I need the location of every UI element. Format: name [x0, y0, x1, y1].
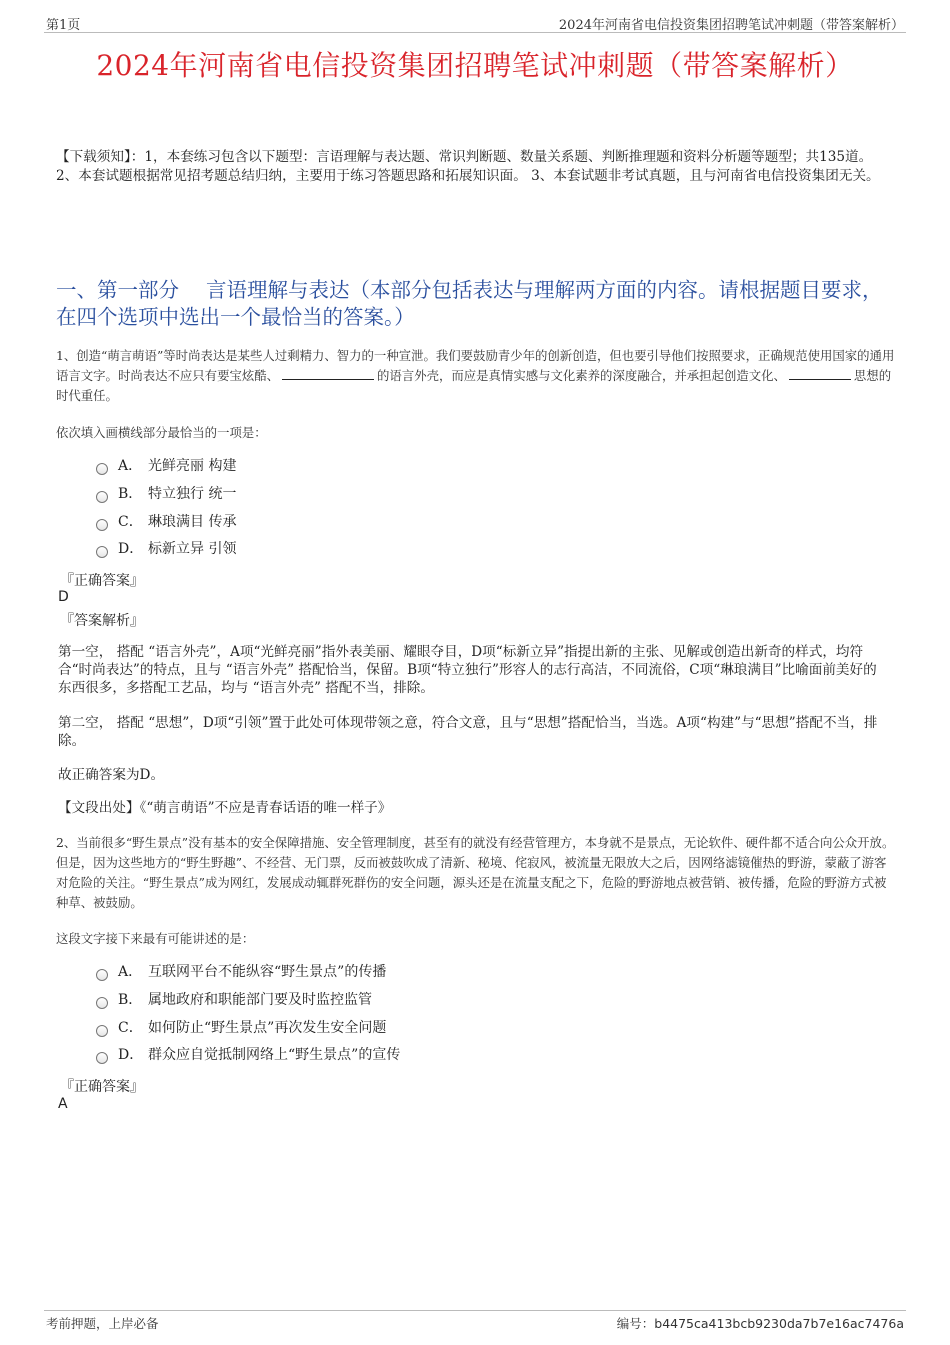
q2-option-d[interactable] [96, 1045, 400, 1065]
question-1-text-b: 的语言外壳，而应是真情实感与文化素养的深度融合，并承担起创造文化、 [377, 368, 786, 383]
q1-analysis-para-2: 第二空， 搭配 “思想”，D项“引领”置于此处可体现带领之意，符合文意，且与“思想”搭配恰当，当选。A项“构建”与“思想”搭配不当，排除。 [58, 715, 878, 749]
q2-option-b[interactable] [96, 990, 372, 1010]
option-text: 光鲜亮丽 构建 [148, 458, 237, 474]
question-1-text [56, 346, 896, 406]
option-letter: D． [118, 541, 144, 557]
q1-option-b[interactable] [96, 484, 236, 504]
section-heading: 一、第一部分 言语理解与表达（本部分包括表达与理解两方面的内容。请根据题目要求，在四个选项中选出一个最恰当的答案。） [56, 278, 883, 329]
question-1-text-c: 思想的时代重任。 [56, 368, 892, 403]
download-notice: 【下载须知】：1，本套练习包含以下题型：言语理解与表达题、常识判断题、数量关系题、判断推理题和资料分析题等题型；共135道。 2、本套试题根据常见招考题总结归纳，主要用于练习答题思路和拓展知识面。 3、本套试题非考试真题，且与河南省电信投资集团无关。 [56, 149, 880, 184]
option-text: 标新立异 引领 [148, 541, 237, 557]
page-number: 第1页 [46, 18, 81, 33]
q1-source: 【文段出处】《“萌言萌语”不应是青春话语的唯一样子》 [58, 800, 392, 816]
option-letter: C． [118, 1020, 143, 1036]
q1-answer: D [58, 589, 69, 605]
q1-option-d[interactable] [96, 539, 236, 559]
blank-2 [789, 367, 851, 380]
q1-option-c[interactable] [96, 512, 236, 532]
option-letter: D． [118, 1047, 144, 1063]
header-divider [44, 32, 906, 33]
option-text: 特立独行 统一 [148, 486, 237, 502]
radio-icon[interactable] [96, 546, 108, 558]
serial-code: b4475ca413bcb9230da7b7e16ac7476a [654, 1316, 904, 1331]
option-text: 琳琅满目 传承 [148, 514, 237, 530]
radio-icon[interactable] [96, 997, 108, 1009]
option-letter: B． [118, 992, 143, 1008]
document-title: 2024年河南省电信投资集团招聘笔试冲刺题（带答案解析） [96, 49, 854, 82]
question-2-prompt: 这段文字接下来最有可能讲述的是： [56, 931, 255, 946]
q1-analysis-para-3: 故正确答案为D。 [58, 767, 165, 783]
option-text: 互联网平台不能纵容“野生景点”的传播 [148, 964, 387, 980]
option-text: 群众应自觉抵制网络上“野生景点”的宣传 [148, 1047, 401, 1063]
serial-label: 编号： [616, 1316, 655, 1331]
option-letter: C． [118, 514, 143, 530]
option-letter: A． [118, 964, 143, 980]
radio-icon[interactable] [96, 1025, 108, 1037]
q1-analysis-para-1: 第一空， 搭配 “语言外壳”，A项“光鲜亮丽”指外表美丽、耀眼夺目，D项“标新立异”指提出新的主张、见解或创造出新奇的样式，均符合“时尚表达”的特点，且与 “语言外壳” 搭配恰当，保留。B项“特立独行”形容人的志行高洁，不同流俗，C项“琳琅满目”比喻面前美好的东西很多，多搭配工艺品，均与 “语言外壳” 搭配不当，排除。 [58, 644, 877, 696]
q2-option-c[interactable] [96, 1018, 386, 1038]
radio-icon[interactable] [96, 969, 108, 981]
question-1-prompt: 依次填入画横线部分最恰当的一项是： [56, 425, 267, 440]
radio-icon[interactable] [96, 519, 108, 531]
q1-answer-label: 『正确答案』 [60, 573, 144, 589]
radio-icon[interactable] [96, 463, 108, 475]
header-doc-title: 2024年河南省电信投资集团招聘笔试冲刺题（带答案解析） [558, 18, 904, 33]
question-1-text-a: 1、创造“萌言萌语”等时尚表达是某些人过剩精力、智力的一种宣泄。我们要鼓励青少年的创新创造，但也要引导他们按照要求，正确规范使用国家的通用语言文字。时尚表达不应只有要宝炫酷、 [56, 348, 895, 383]
q1-analysis-label: 『答案解析』 [60, 613, 144, 629]
option-letter: A． [118, 458, 143, 474]
q1-option-a[interactable] [96, 456, 236, 476]
q2-answer: A [58, 1096, 68, 1112]
option-text: 如何防止“野生景点”再次发生安全问题 [148, 1020, 387, 1036]
q2-answer-label: 『正确答案』 [60, 1079, 144, 1095]
footer-serial [617, 1314, 904, 1332]
option-text: 属地政府和职能部门要及时监控监管 [148, 992, 372, 1008]
footer-slogan: 考前押题，上岸必备 [46, 1316, 159, 1331]
radio-icon[interactable] [96, 1052, 108, 1064]
option-letter: B． [118, 486, 143, 502]
blank-1 [282, 367, 374, 380]
question-2-text: 2、当前很多“野生景点”没有基本的安全保障措施、安全管理制度，甚至有的就没有经营管理方，本身就不是景点，无论软件、硬件都不适合向公众开放。但是，因为这些地方的“野生野趣”、不经营、无门票，反而被鼓吹成了清新、秘境、侘寂风，被流量无限放大之后，因网络滤镜催热的野游，蒙蔽了游客对危险的关注。“野生景点”成为网红，发展成动辄群死群伤的安全问题，源头还是在流量支配之下，危险的野游地点被营销、被传播，危险的野游方式被种草、被鼓励。 [56, 835, 895, 910]
footer-divider [44, 1310, 906, 1311]
radio-icon[interactable] [96, 491, 108, 503]
q2-option-a[interactable] [96, 962, 386, 982]
